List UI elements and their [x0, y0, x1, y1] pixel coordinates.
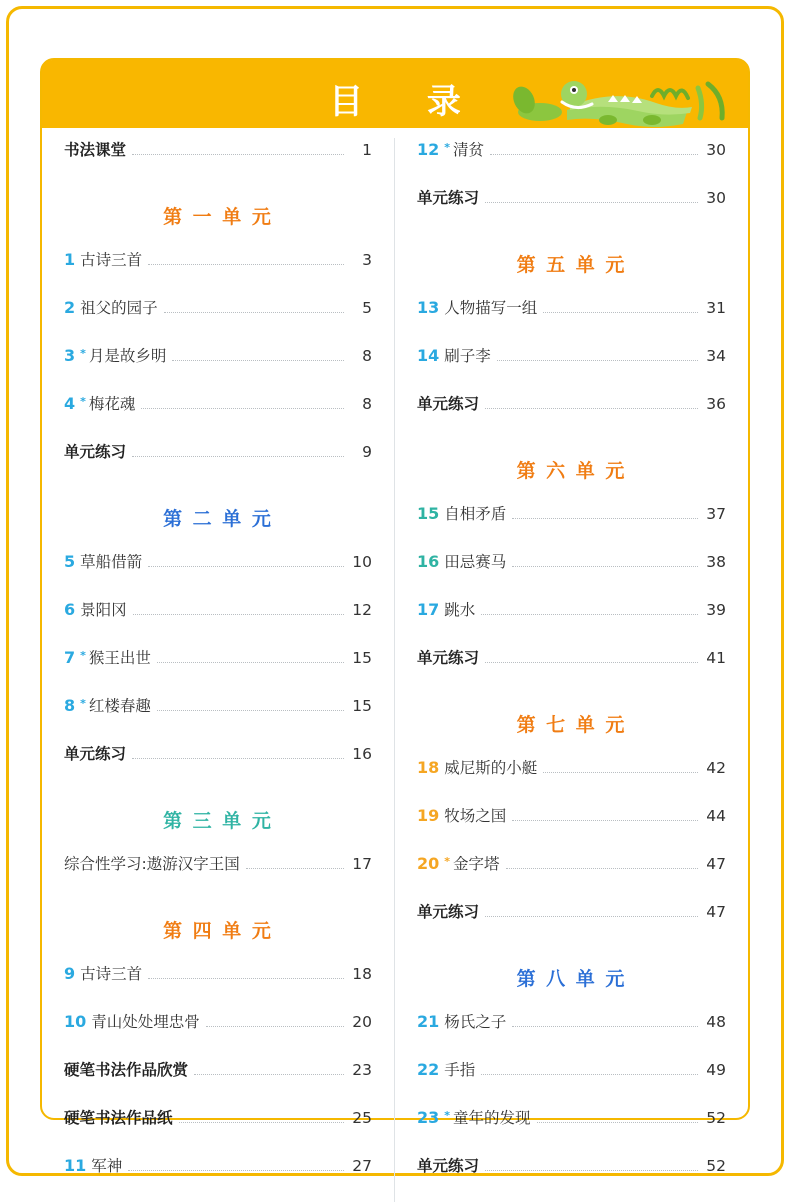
- leader-dots: [172, 360, 344, 361]
- toc-entry[interactable]: [64, 248, 372, 296]
- optional-star-icon: *: [80, 395, 86, 408]
- page-title: 目 录: [329, 82, 487, 122]
- toc-entry-page: 20: [352, 1013, 372, 1031]
- toc-column-right: [395, 138, 748, 1202]
- unit-heading: 第 五 单 元: [516, 254, 627, 276]
- toc-entry-page: 52: [706, 1109, 726, 1127]
- toc-entry-title: 清贫: [453, 141, 485, 159]
- toc-entry-page: 31: [706, 299, 726, 317]
- toc-entry[interactable]: [417, 1010, 726, 1058]
- unit-heading: 第 七 单 元: [516, 714, 627, 736]
- leader-dots: [506, 868, 698, 869]
- toc-entry-page: 8: [362, 395, 372, 413]
- toc-entry-page: 3: [362, 251, 372, 269]
- toc-entry-title: 猴王出世: [88, 649, 151, 667]
- leader-dots: [512, 566, 698, 567]
- toc-entry[interactable]: [64, 646, 372, 694]
- toc-entry-number: 18: [417, 758, 440, 777]
- unit-heading: 第 三 单 元: [163, 810, 273, 832]
- toc-entry-number: 23: [417, 1108, 440, 1127]
- leader-dots: [543, 312, 698, 313]
- toc-entry-title: 硬笔书法作品纸: [64, 1109, 173, 1127]
- optional-star-icon: *: [80, 649, 86, 662]
- toc-entry-title: 祖父的园子: [80, 299, 158, 317]
- leader-dots: [485, 408, 698, 409]
- toc-entry-page: 36: [706, 395, 726, 413]
- toc-entry-title: 月是故乡明: [88, 347, 167, 365]
- toc-entry[interactable]: [417, 852, 726, 900]
- leader-dots: [497, 360, 698, 361]
- toc-entry-number: 21: [417, 1012, 440, 1031]
- toc-entry-title: 青山处处埋忠骨: [91, 1013, 200, 1031]
- toc-entry-title: 红楼春趣: [88, 697, 151, 715]
- leader-dots: [481, 1074, 698, 1075]
- leader-dots: [485, 662, 698, 663]
- toc-entry[interactable]: [64, 852, 372, 900]
- leader-dots: [148, 978, 344, 979]
- leader-dots: [512, 1026, 698, 1027]
- leader-dots: [206, 1026, 344, 1027]
- toc-entry-page: 25: [352, 1109, 372, 1127]
- toc-entry[interactable]: [64, 392, 372, 440]
- toc-entry[interactable]: [417, 296, 726, 344]
- toc-entry-page: 12: [352, 601, 372, 619]
- leader-dots: [132, 758, 344, 759]
- toc-entry-page: 38: [706, 553, 726, 571]
- optional-star-icon: *: [80, 697, 86, 710]
- leader-dots: [194, 1074, 344, 1075]
- toc-entry-number: 8: [64, 696, 76, 715]
- toc-entry[interactable]: [64, 1154, 372, 1202]
- unit-heading: 第 四 单 元: [163, 920, 273, 942]
- unit-heading: 第 八 单 元: [516, 968, 627, 990]
- leader-dots: [141, 408, 344, 409]
- toc-entry[interactable]: [417, 502, 726, 550]
- leader-dots: [485, 1170, 698, 1171]
- toc-entry-title: 跳水: [444, 601, 476, 619]
- crocodile-icon: [512, 66, 732, 128]
- leader-dots: [148, 566, 344, 567]
- leader-dots: [485, 202, 698, 203]
- unit-heading: 第 二 单 元: [163, 508, 273, 530]
- toc-entry-number: 14: [417, 346, 440, 365]
- toc-entry-page: 52: [706, 1157, 726, 1175]
- toc-entry-title: 手指: [444, 1061, 476, 1079]
- toc-entry[interactable]: [417, 646, 726, 694]
- optional-star-icon: *: [444, 141, 451, 154]
- unit-heading: 第 一 单 元: [163, 206, 273, 228]
- toc-entry[interactable]: [417, 186, 726, 234]
- leader-dots: [157, 662, 344, 663]
- toc-entry[interactable]: [64, 138, 372, 186]
- toc-entry-page: 5: [362, 299, 372, 317]
- toc-entry[interactable]: [64, 962, 372, 1010]
- leader-dots: [164, 312, 344, 313]
- toc-entry-number: 5: [64, 552, 76, 571]
- toc-entry-title: 古诗三首: [80, 965, 143, 983]
- toc-entry-title: 童年的发现: [453, 1109, 531, 1127]
- toc-entry-page: 1: [362, 141, 372, 159]
- toc-entry-page: 48: [706, 1013, 726, 1031]
- toc-entry-number: 19: [417, 806, 440, 825]
- toc-entry-page: 37: [706, 505, 726, 523]
- toc-entry-number: 9: [64, 964, 76, 983]
- toc-entry-page: 42: [706, 759, 726, 777]
- toc-entry-title: 单元练习: [64, 443, 127, 461]
- toc-entry-number: 15: [417, 504, 440, 523]
- toc-column-left: [42, 138, 395, 1202]
- toc-entry-title: 牧场之国: [444, 807, 507, 825]
- toc-header: [42, 60, 748, 128]
- leader-dots: [128, 1170, 344, 1171]
- leader-dots: [157, 710, 344, 711]
- leader-dots: [512, 518, 698, 519]
- toc-entry-number: 10: [64, 1012, 87, 1031]
- toc-entry-title: 金字塔: [453, 855, 500, 873]
- toc-entry-page: 16: [352, 745, 372, 763]
- toc-entry-page: 18: [352, 965, 372, 983]
- toc-entry-number: 20: [417, 854, 440, 873]
- toc-entry[interactable]: [64, 550, 372, 598]
- leader-dots: [481, 614, 698, 615]
- toc-entry-title: 单元练习: [417, 1157, 480, 1175]
- toc-entry-page: 49: [706, 1061, 726, 1079]
- toc-columns: [42, 128, 748, 1202]
- toc-entry-page: 41: [706, 649, 726, 667]
- toc-entry[interactable]: [64, 1010, 372, 1058]
- toc-entry-title: 单元练习: [417, 903, 480, 921]
- toc-entry-title: 单元练习: [417, 189, 480, 207]
- toc-entry-page: 15: [352, 697, 372, 715]
- toc-entry-number: 2: [64, 298, 76, 317]
- toc-entry-page: 15: [352, 649, 372, 667]
- toc-entry-title: 自相矛盾: [444, 505, 507, 523]
- toc-entry-page: 27: [352, 1157, 372, 1175]
- toc-entry[interactable]: [417, 804, 726, 852]
- toc-entry-title: 军神: [91, 1157, 123, 1175]
- toc-entry-title: 梅花魂: [88, 395, 136, 413]
- toc-entry[interactable]: [417, 344, 726, 392]
- toc-entry-number: 4: [64, 394, 76, 413]
- leader-dots: [132, 456, 344, 457]
- toc-entry[interactable]: [64, 598, 372, 646]
- leader-dots: [132, 154, 344, 155]
- toc-entry-title: 单元练习: [64, 745, 127, 763]
- toc-entry[interactable]: [64, 296, 372, 344]
- unit-heading: 第 六 单 元: [516, 460, 627, 482]
- toc-entry-page: 44: [706, 807, 726, 825]
- toc-entry[interactable]: [64, 694, 372, 742]
- toc-entry-number: 22: [417, 1060, 440, 1079]
- toc-entry[interactable]: [64, 1106, 372, 1154]
- toc-entry-number: 6: [64, 600, 76, 619]
- toc-entry-page: 23: [352, 1061, 372, 1079]
- leader-dots: [148, 264, 344, 265]
- toc-entry[interactable]: [64, 742, 372, 790]
- toc-entry[interactable]: [417, 138, 726, 186]
- toc-entry-number: 1: [64, 250, 76, 269]
- leader-dots: [133, 614, 344, 615]
- toc-entry-number: 11: [64, 1156, 87, 1175]
- toc-entry-title: 人物描写一组: [444, 299, 538, 317]
- toc-entry-title: 单元练习: [417, 395, 480, 413]
- toc-entry-title: 综合性学习:遨游汉字王国: [64, 855, 240, 873]
- toc-card: [40, 58, 750, 1175]
- toc-entry[interactable]: [417, 550, 726, 598]
- toc-entry-title: 田忌赛马: [444, 553, 507, 571]
- toc-entry[interactable]: [417, 1106, 726, 1154]
- toc-entry[interactable]: [417, 1154, 726, 1202]
- toc-entry-title: 硬笔书法作品欣赏: [64, 1061, 189, 1079]
- leader-dots: [246, 868, 344, 869]
- toc-entry-page: 9: [362, 443, 372, 461]
- optional-star-icon: *: [444, 855, 451, 868]
- toc-entry-number: 13: [417, 298, 440, 317]
- toc-entry-page: 10: [352, 553, 372, 571]
- toc-entry-page: 8: [362, 347, 372, 365]
- toc-entry[interactable]: [417, 756, 726, 804]
- toc-entry-page: 30: [706, 141, 726, 159]
- toc-entry-page: 39: [706, 601, 726, 619]
- toc-entry-title: 威尼斯的小艇: [444, 759, 538, 777]
- toc-entry-title: 杨氏之子: [444, 1013, 507, 1031]
- toc-entry-page: 47: [706, 855, 726, 873]
- toc-entry-number: 7: [64, 648, 76, 667]
- toc-entry-page: 30: [706, 189, 726, 207]
- toc-entry-title: 景阳冈: [80, 601, 127, 619]
- toc-entry-title: 草船借箭: [80, 553, 143, 571]
- leader-dots: [490, 154, 698, 155]
- toc-entry-page: 17: [352, 855, 372, 873]
- toc-entry-title: 书法课堂: [64, 141, 127, 159]
- toc-entry[interactable]: [64, 440, 372, 488]
- toc-entry-number: 17: [417, 600, 440, 619]
- toc-entry-title: 刷子李: [444, 347, 491, 365]
- leader-dots: [512, 820, 698, 821]
- toc-entry-page: 47: [706, 903, 726, 921]
- leader-dots: [543, 772, 698, 773]
- toc-entry-title: 单元练习: [417, 649, 480, 667]
- leader-dots: [485, 916, 698, 917]
- toc-entry[interactable]: [417, 900, 726, 948]
- optional-star-icon: *: [80, 347, 86, 360]
- toc-entry-number: 16: [417, 552, 440, 571]
- leader-dots: [179, 1122, 344, 1123]
- toc-entry-number: 12: [417, 140, 440, 159]
- toc-entry-title: 古诗三首: [80, 251, 143, 269]
- toc-entry[interactable]: [417, 392, 726, 440]
- toc-entry[interactable]: [417, 598, 726, 646]
- toc-entry[interactable]: [64, 1058, 372, 1106]
- toc-entry-number: 3: [64, 346, 76, 365]
- toc-entry-page: 34: [706, 347, 726, 365]
- toc-entry[interactable]: [417, 1058, 726, 1106]
- toc-entry[interactable]: [64, 344, 372, 392]
- leader-dots: [537, 1122, 698, 1123]
- optional-star-icon: *: [444, 1109, 451, 1122]
